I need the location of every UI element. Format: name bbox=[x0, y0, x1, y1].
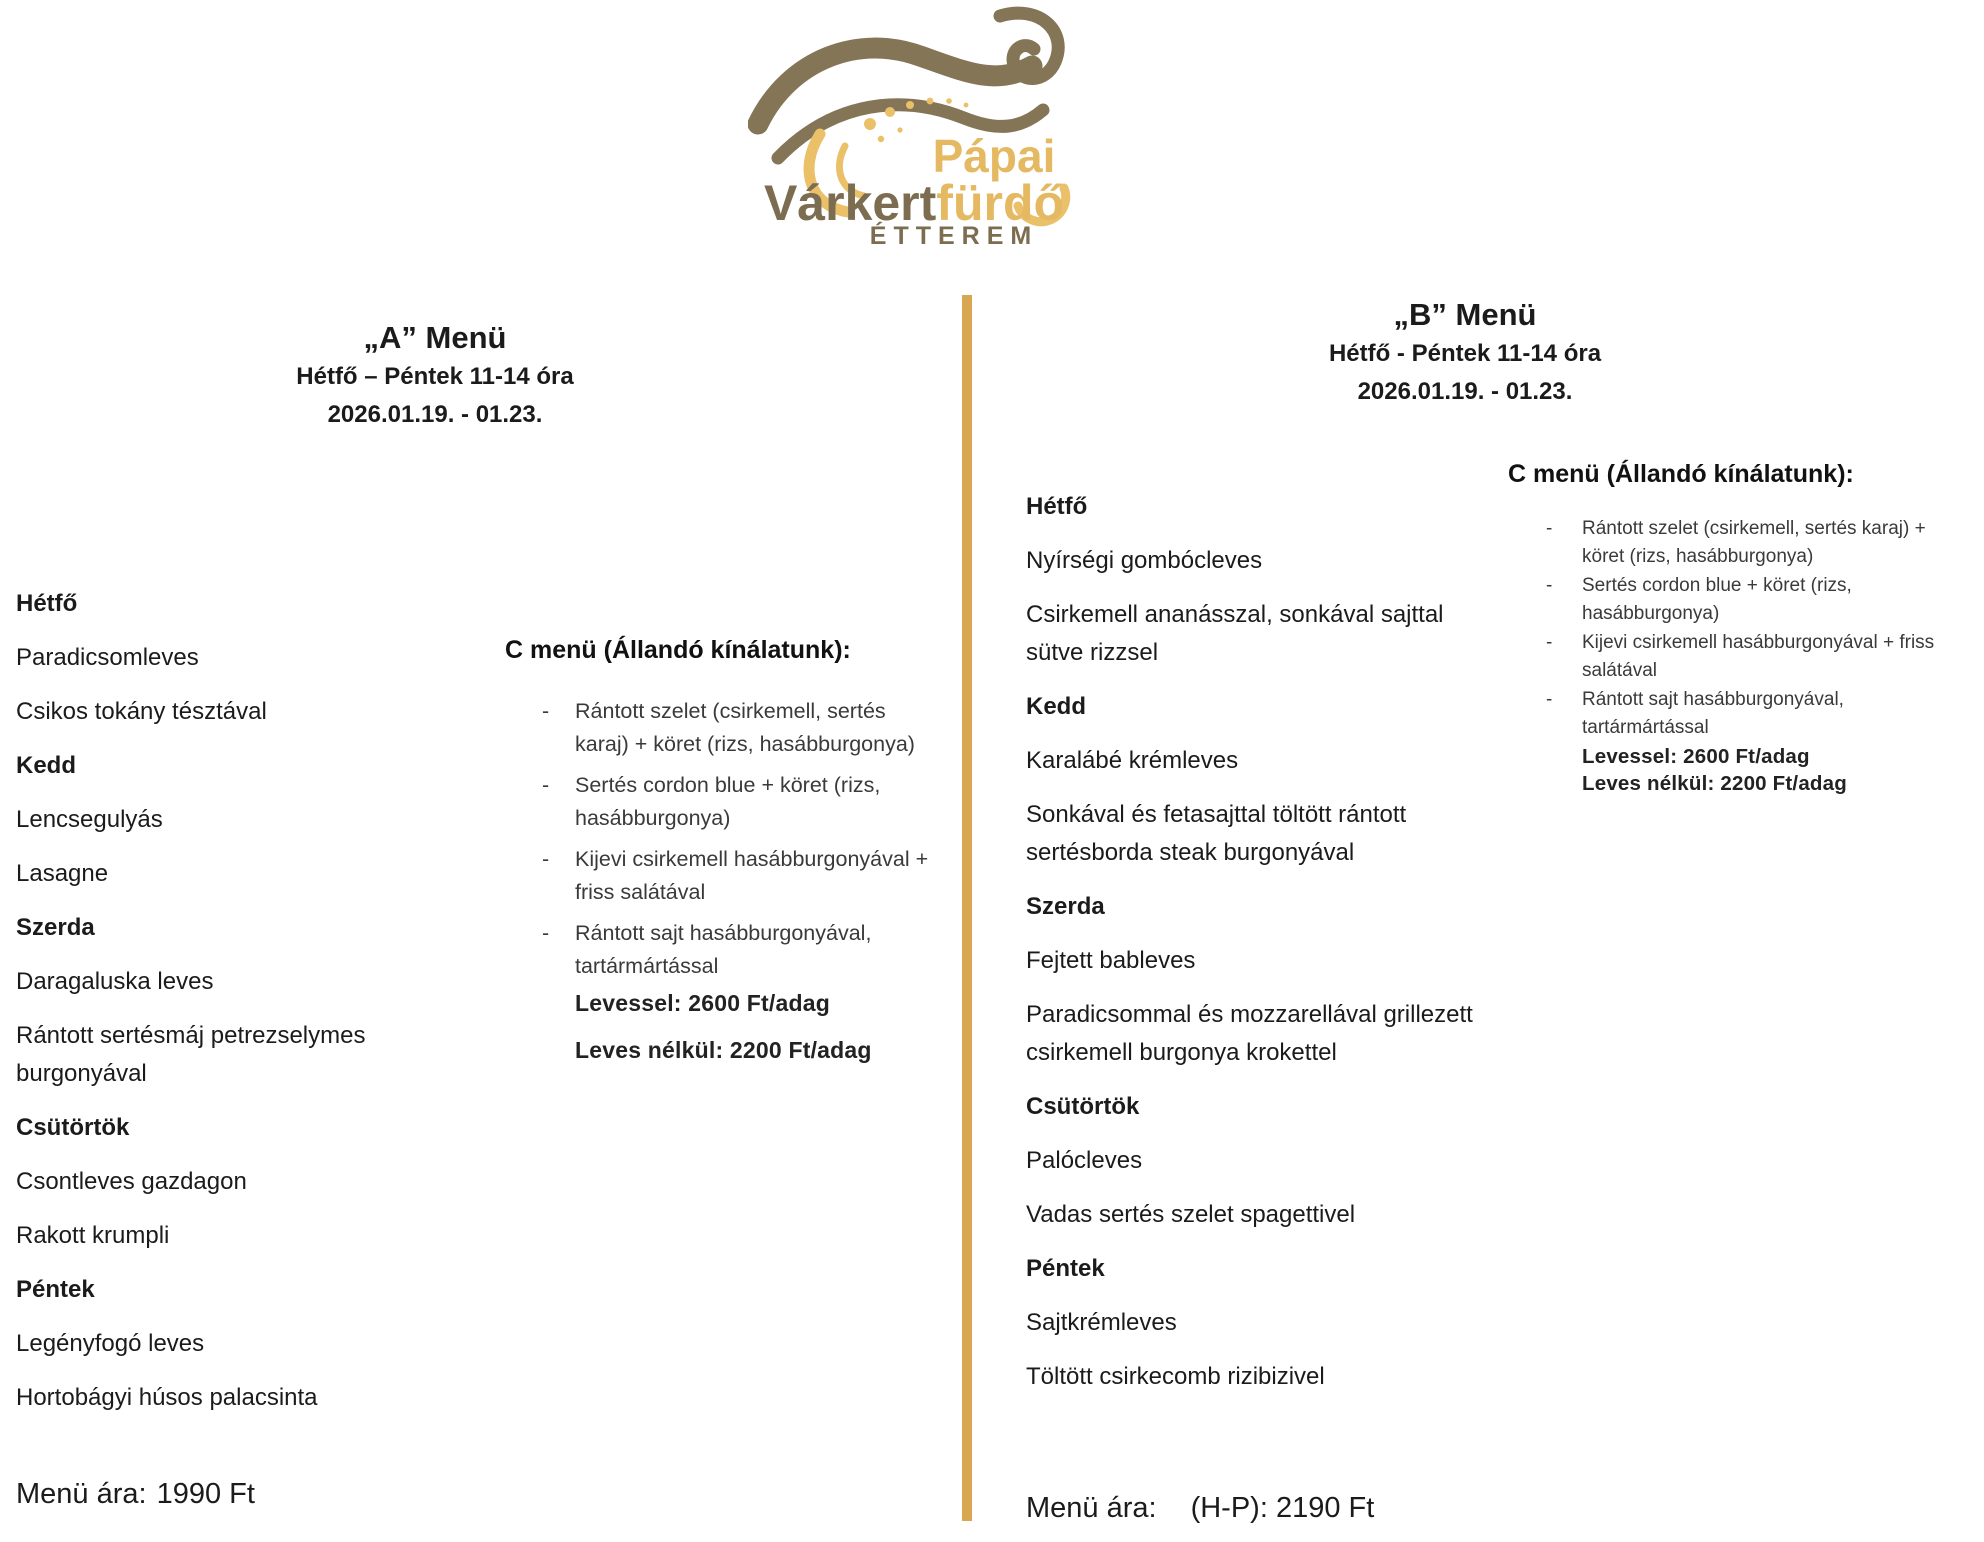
menu-a-entry: Rakott krumpli bbox=[16, 1222, 170, 1249]
c-menu-right-item: - Sertés cordon blue + köret (rizs, hasábburgonya) bbox=[1582, 572, 1948, 627]
menu-b-price-label: Menü ára: bbox=[1026, 1492, 1157, 1524]
menu-b-entry: Csütörtök bbox=[1026, 1093, 1140, 1120]
menu-a-entry: Rántott sertésmáj petrezselymes burgonyával bbox=[16, 1022, 366, 1087]
menu-a-entry: Paradicsomleves bbox=[16, 644, 199, 671]
c-menu-right-item: - Kijevi csirkemell hasábburgonyával + friss salátával bbox=[1582, 629, 1948, 684]
menu-a-week-list bbox=[16, 585, 466, 1433]
menu-a-entry: Hétfő bbox=[16, 590, 78, 617]
menu-b-entry: Sonkával és fetasajttal töltött rántott sertésborda steak burgonyával bbox=[1026, 801, 1407, 866]
c-menu-right bbox=[1508, 460, 1948, 797]
menu-a-entry: Péntek bbox=[16, 1276, 95, 1303]
column-divider bbox=[962, 295, 972, 1521]
menu-a-price-label: Menü ára: bbox=[16, 1478, 147, 1510]
menu-b-week-list bbox=[1026, 488, 1506, 1412]
menu-a-entry: Csütörtök bbox=[16, 1114, 130, 1141]
menu-b-entry: Töltött csirkecomb rizibizivel bbox=[1026, 1363, 1325, 1390]
c-menu-right-title: C menü (Állandó kínálatunk): bbox=[1508, 460, 1854, 488]
c-menu-right-item: - Rántott szelet (csirkemell, sertés karaj) + köret (rizs, hasábburgonya) bbox=[1582, 515, 1948, 570]
c-menu-left-price-without-soup: Leves nélkül: 2200 Ft/adag bbox=[575, 1037, 872, 1063]
menu-b-entry: Kedd bbox=[1026, 693, 1086, 720]
menu-a-entry: Hortobágyi húsos palacsinta bbox=[16, 1384, 318, 1411]
menu-b-entry: Nyírségi gombócleves bbox=[1026, 547, 1263, 574]
menu-b-entry: Péntek bbox=[1026, 1255, 1105, 1282]
c-menu-left-item: - Rántott sajt hasábburgonyával, tartármártással bbox=[575, 917, 945, 983]
menu-a-entry: Csikos tokány tésztával bbox=[16, 698, 267, 725]
menu-a-subtitle: Hétfő – Péntek 11-14 óra bbox=[296, 363, 574, 390]
restaurant-logo bbox=[748, 6, 1092, 254]
menu-a-entry: Szerda bbox=[16, 914, 95, 941]
logo-brand-text: Várkertfürdő bbox=[763, 175, 1065, 231]
menu-a-entry: Legényfogó leves bbox=[16, 1330, 205, 1357]
menu-b-entry: Szerda bbox=[1026, 893, 1105, 920]
menu-a-header bbox=[135, 318, 735, 434]
menu-a-price-value: 1990 Ft bbox=[156, 1478, 255, 1510]
menu-b-entry: Sajtkrémleves bbox=[1026, 1309, 1177, 1336]
c-menu-right-item: - Rántott sajt hasábburgonyával, tartármártással bbox=[1582, 686, 1948, 741]
menu-a-entry: Lasagne bbox=[16, 860, 109, 887]
menu-a-dates: 2026.01.19. - 01.23. bbox=[327, 401, 543, 428]
logo-etterem-text: ÉTTEREM bbox=[869, 222, 1039, 250]
c-menu-right-price-without-soup: Leves nélkül: 2200 Ft/adag bbox=[1582, 772, 1847, 795]
menu-a-price bbox=[16, 1478, 255, 1511]
logo-city-text: Pápai bbox=[932, 130, 1056, 182]
menu-a-entry: Kedd bbox=[16, 752, 76, 779]
menu-b-entry: Paradicsommal és mozzarellával grillezett csirkemell burgonya krokettel bbox=[1026, 1001, 1473, 1066]
menu-b-header bbox=[1180, 295, 1750, 411]
c-menu-left-item: - Sertés cordon blue + köret (rizs, hasábburgonya) bbox=[575, 769, 945, 835]
menu-a-entry: Daragaluska leves bbox=[16, 968, 214, 995]
menu-b-price bbox=[1026, 1492, 1374, 1525]
c-menu-right-list bbox=[1508, 515, 1948, 741]
menu-a-title: „A” Menü bbox=[363, 320, 507, 355]
c-menu-left-list bbox=[505, 695, 945, 983]
menu-b-entry: Palócleves bbox=[1026, 1147, 1143, 1174]
menu-b-entry: Vadas sertés szelet spagettivel bbox=[1026, 1201, 1356, 1228]
c-menu-left-item: - Rántott szelet (csirkemell, sertés karaj) + köret (rizs, hasábburgonya) bbox=[575, 695, 945, 761]
c-menu-left bbox=[505, 636, 945, 1067]
c-menu-right-price-with-soup: Levessel: 2600 Ft/adag bbox=[1582, 745, 1810, 768]
menu-a-entry: Lencsegulyás bbox=[16, 806, 163, 833]
menu-b-entry: Hétfő bbox=[1026, 493, 1088, 520]
menu-a-entry: Csontleves gazdagon bbox=[16, 1168, 247, 1195]
c-menu-left-item: - Kijevi csirkemell hasábburgonyával + friss salátával bbox=[575, 843, 945, 909]
menu-b-title: „B” Menü bbox=[1393, 297, 1537, 332]
menu-b-entry: Karalábé krémleves bbox=[1026, 747, 1239, 774]
menu-b-price-value: (H-P): 2190 Ft bbox=[1190, 1492, 1375, 1524]
menu-b-entry: Csirkemell ananásszal, sonkával sajttal sütve rizzsel bbox=[1026, 601, 1444, 666]
menu-b-subtitle: Hétfő - Péntek 11-14 óra bbox=[1328, 340, 1602, 367]
c-menu-left-title: C menü (Állandó kínálatunk): bbox=[505, 636, 851, 664]
menu-b-entry: Fejtett bableves bbox=[1026, 947, 1196, 974]
c-menu-left-price-with-soup: Levessel: 2600 Ft/adag bbox=[575, 990, 830, 1016]
menu-b-dates: 2026.01.19. - 01.23. bbox=[1357, 378, 1573, 405]
